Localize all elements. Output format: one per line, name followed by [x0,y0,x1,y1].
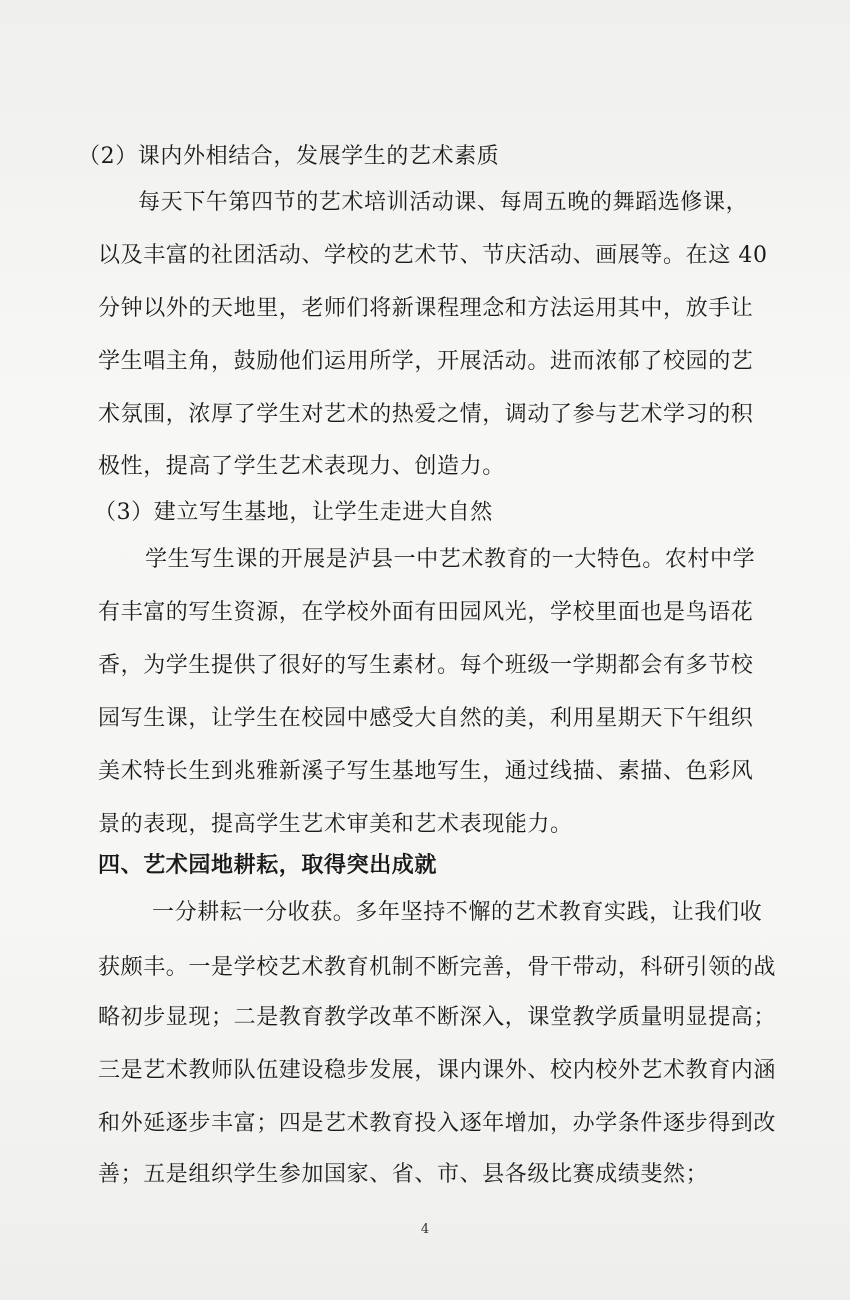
paragraph-line: 极性，提高了学生艺术表现力、创造力。 [98,454,505,479]
paragraph-line: 学生写生课的开展是泸县一中艺术教育的一大特色。农村中学 [145,547,756,572]
section-3-heading: （3）建立写生基地，让学生走进大自然 [94,500,493,525]
paragraph-line: 学生唱主角，鼓励他们运用所学，开展活动。进而浓郁了校园的艺 [98,349,754,374]
paragraph-line: 一分耕耘一分收获。多年坚持不懈的艺术教育实践，让我们收 [152,900,763,925]
paragraph-line: 善；五是组织学生参加国家、省、市、县各级比赛成绩斐然； [98,1162,709,1187]
paragraph-line: 获颇丰。一是学校艺术教育机制不断完善，骨干带动，科研引领的战 [98,955,777,980]
paragraph-line: 和外延逐步丰富；四是艺术教育投入逐年增加，办学条件逐步得到改 [98,1111,777,1136]
paragraph-line: 略初步显现；二是教育教学改革不断深入，课堂教学质量明显提高； [98,1005,777,1030]
paragraph-line: 术氛围，浓厚了学生对艺术的热爱之情，调动了参与艺术学习的积 [98,402,754,427]
paragraph-line: 三是艺术教师队伍建设稳步发展，课内课外、校内校外艺术教育内涵 [98,1058,777,1083]
section-2-heading: （2）课内外相结合，发展学生的艺术素质 [78,144,500,169]
page-number: 4 [420,1222,430,1237]
paragraph-line: 分钟以外的天地里，老师们将新课程理念和方法运用其中，放手让 [98,296,754,321]
paragraph-line: 园写生课，让学生在校园中感受大自然的美，利用星期天下午组织 [98,706,754,731]
paragraph-line: 有丰富的写生资源，在学校外面有田园风光，学校里面也是鸟语花 [98,600,754,625]
section-4-heading: 四、艺术园地耕耘，取得突出成就 [98,852,438,878]
paragraph-line: 景的表现，提高学生艺术审美和艺术表现能力。 [98,812,573,837]
paragraph-line: 以及丰富的社团活动、学校的艺术节、节庆活动、画展等。在这 40 [98,243,768,268]
paragraph-line: 每天下午第四节的艺术培训活动课、每周五晚的舞蹈选修课， [138,190,749,215]
paragraph-line: 美术特长生到兆雅新溪子写生基地写生，通过线描、素描、色彩风 [98,759,754,784]
paragraph-line: 香，为学生提供了很好的写生素材。每个班级一学期都会有多节校 [98,653,754,678]
